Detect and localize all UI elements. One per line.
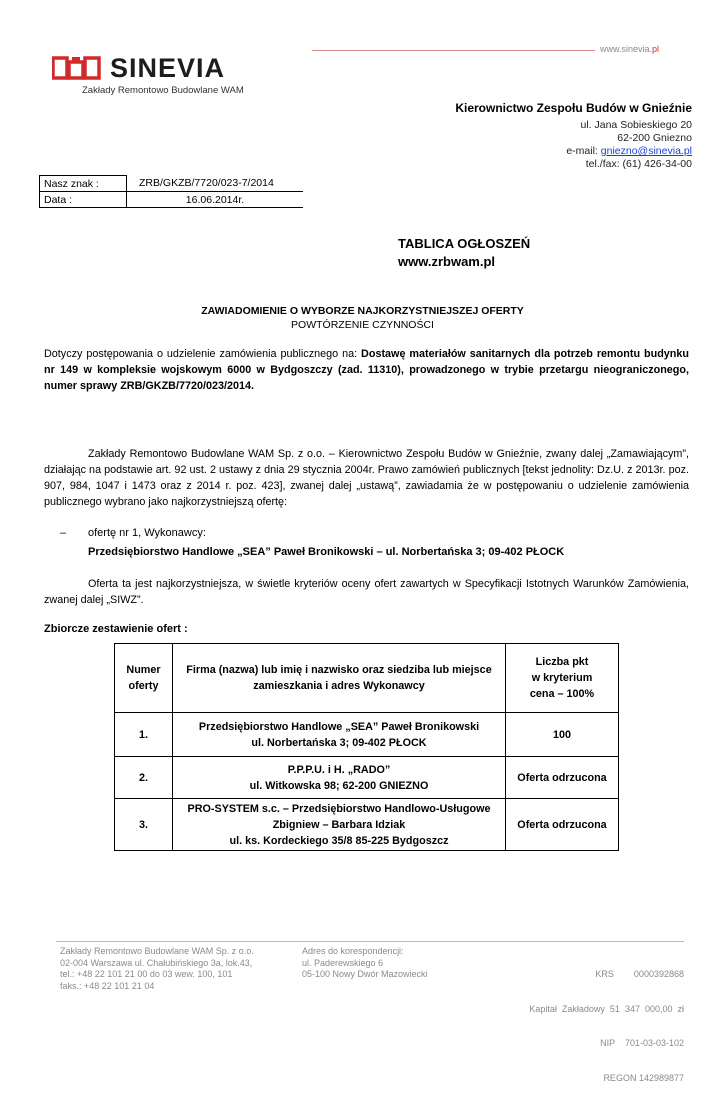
board-url[interactable]: www.zrbwam.pl [398, 254, 496, 269]
concerns-paragraph: Dotyczy postępowania o udzielenie zamówienia publicznego na: Dostawę materiałów sanitarnych dla potrzeb remontu budynku nr 149 w kompleksie wojskowym 6000 w Bydgoszczy (zad. 11310), prowadzonego w trybie przetargu nieograniczonego, numer sprawy ZRB/GKZB/7720/023/2014. [44, 348, 689, 392]
notice-board [398, 235, 530, 271]
offer-number: 1. [115, 713, 173, 757]
header-cell: Liczba pkt w kryterium cena – 100% [506, 644, 619, 713]
our-sign-label: Nasz znak : [40, 176, 127, 192]
footer-registry: KRS 0000392868 Kapitał Zakładowy 51 347 000,00 zł NIP 701-03-03-102 REGON 142989877 [529, 969, 684, 1083]
offers-table [114, 643, 619, 851]
reference-table [39, 175, 303, 208]
justification-paragraph: Oferta ta jest najkorzystniejsza, w świetle kryteriów oceny ofert zawartych w Specyfikacji Istotnych Warunków Zamówienia, zwanej dalej „SIWZ”. [44, 578, 689, 606]
office-street: ul. Jana Sobieskiego 20 [580, 119, 692, 131]
office-email: e-mail: gniezno@sinevia.pl [566, 145, 692, 157]
date-value: 16.06.2014r. [127, 192, 304, 208]
offer-firm: Przedsiębiorstwo Handlowe „SEA” Paweł Bronikowski ul. Norbertańska 3; 09-402 PŁOCK [173, 713, 506, 757]
logo-wordmark: SINEVIA [110, 53, 226, 83]
offer-score: Oferta odrzucona [506, 757, 619, 799]
table-row [115, 757, 619, 799]
website-link[interactable]: www.sinevia.pl [600, 44, 660, 54]
logo-subtitle: Zakłady Remontowo Budowlane WAM [82, 85, 244, 96]
footer-company: Zakłady Remontowo Budowlane WAM Sp. z o.o. 02-004 Warszawa ul. Chałubińskiego 3a, lok.43, tel.: +48 22 101 21 00 do 03 wew. 100, 101 faks.: +48 22 101 21 04 [60, 946, 254, 991]
notice-heading: ZAWIADOMIENIE O WYBORZE NAJKORZYSTNIEJSZEJ OFERTY [201, 305, 524, 317]
office-title: Kierownictwo Zespołu Budów w Gnieźnie [455, 101, 692, 115]
header-rule [312, 50, 595, 51]
winner-line: Przedsiębiorstwo Handlowe „SEA” Paweł Bronikowski – ul. Norbertańska 3; 09-402 PŁOCK [88, 546, 565, 558]
table-row [115, 713, 619, 757]
table-row [115, 799, 619, 851]
dash-bullet-icon: – [60, 527, 67, 539]
offer-score: 100 [506, 713, 619, 757]
notice-subheading: POWTÓRZENIE CZYNNOŚCI [291, 319, 434, 331]
logo-mark-icon [52, 56, 108, 80]
body-paragraph: Zakłady Remontowo Budowlane WAM Sp. z o.o. – Kierownictwo Zespołu Budów w Gnieźnie, zwany dalej „Zamawiającym”, działając na podstawie art. 92 ust. 2 ustawy z dnia 29 stycznia 2004r. Prawo zamówień publicznych [tekst jednolity: Dz.U. z 2013r. poz. 907, 984, 1047 i 1473 oraz z 2014 r. poz. 423], zwanej dalej „ustawą”, zawiadamia że w postępowaniu o udzielenie zamówienia publicznego wybrano jako najkorzystniejszą ofertę: [44, 448, 689, 508]
email-link[interactable]: gniezno@sinevia.pl [600, 145, 692, 157]
footer-correspondence: Adres do korespondencji: ul. Paderewskiego 6 05-100 Nowy Dwór Mazowiecki [302, 946, 428, 979]
office-city: 62-200 Gniezno [617, 132, 692, 144]
date-label: Data : [40, 192, 127, 208]
offer-firm: P.P.P.U. i H. „RADO” ul. Witkowska 98; 62-200 GNIEZNO [173, 757, 506, 799]
offer-number: 2. [115, 757, 173, 799]
table-header-row [115, 644, 619, 713]
offer-number: 3. [115, 799, 173, 851]
summary-title: Zbiorcze zestawienie ofert : [44, 623, 188, 635]
header-cell: Firma (nazwa) lub imię i nazwisko oraz siedziba lub miejsce zamieszkania i adres Wykonawcy [173, 644, 506, 713]
offer-firm: PRO-SYSTEM s.c. – Przedsiębiorstwo Handlowo-Usługowe Zbigniew – Barbara Idziak ul. ks. Kordeckiego 35/8 85-225 Bydgoszcz [173, 799, 506, 851]
header-cell: Numer oferty [115, 644, 173, 713]
board-title: TABLICA OGŁOSZEŃ [398, 236, 531, 251]
our-sign-value: ZRB/GKZB/7720/023-7/2014 [127, 176, 304, 192]
footer-rule [56, 941, 684, 942]
offer-score: Oferta odrzucona [506, 799, 619, 851]
offer-item: – ofertę nr 1, Wykonawcy: [60, 527, 206, 539]
office-phone: tel./fax: (61) 426-34-00 [585, 158, 692, 170]
